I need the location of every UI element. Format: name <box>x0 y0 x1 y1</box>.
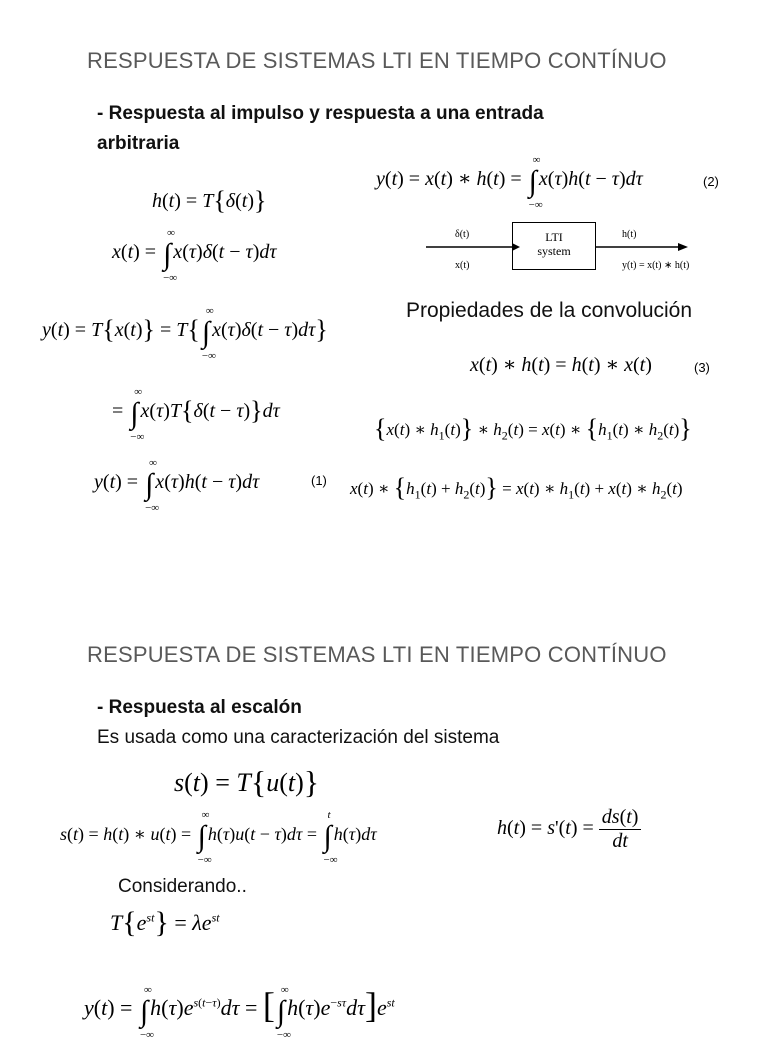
diagram-input-signal: x(t) <box>455 260 470 271</box>
diagram-input-impulse: δ(t) <box>455 229 470 240</box>
lti-system-box <box>512 222 596 270</box>
equation-convolution-definition: y(t) = x(t) ∗ h(t) = ∫ ∞ −∞ x(τ)h(t − τ)dτ <box>376 154 643 211</box>
equation-distributive: x(t) ∗ $\{h_1(t) + h_2(t)\} = x(t)$ ∗ $h_1(t) + x(t)$ ∗ $h_2(t)$ <box>350 473 683 502</box>
equation-sifting: x(t) = ∫ ∞ −∞ x(τ)δ(t − τ)dτ <box>112 227 277 284</box>
lti-box-label: LTI <box>545 230 563 244</box>
slide1-heading-line2: arbitraria <box>97 133 180 154</box>
equation-step-response: s(t) = T{u(t)} <box>174 764 320 800</box>
equation-step-integral: s(t) = h(t) ∗ u(t) = ∫ ∞ −∞ h(τ)u(t − τ)dτ = ∫ t −∞ h(τ)dτ <box>60 809 377 866</box>
slide1-heading-line1: - Respuesta al impulso y respuesta a una entrada <box>97 103 544 124</box>
equation-convolution-integral: y(t) = ∫ ∞ −∞ x(τ)h(t − τ)dτ <box>94 457 260 514</box>
equation-impulse-response: h(t) = T{δ(t)} <box>152 186 267 215</box>
equation-commutative: x(t) ∗ h(t) = h(t) ∗ x(t) <box>470 354 652 376</box>
properties-heading: Propiedades de la convolución <box>406 299 693 322</box>
equation-output-definition: y(t) = T{x(t)} = T{∫ ∞ −∞ x(τ)δ(t − τ)dτ} <box>42 305 328 362</box>
equation-number-2: (2) <box>703 174 719 189</box>
slide1-heading <box>97 103 669 125</box>
output-arrow-head <box>678 243 688 251</box>
equation-eigenvalue-derivation: y(t) = ∫ ∞ −∞ $h(\tau)e^{s(t-\tau)}d\tau$ = [∫ ∞ −∞ $h(\tau)e^{-s\tau}d\tau]e^{st}$ <box>84 984 395 1041</box>
equation-derivative-relation: h(t) = s'(t) = $\frac{ds(t)}{dt}$ <box>497 806 641 853</box>
slide2-subheading: Es usada como una caracterización del sistema <box>97 727 500 748</box>
slide2-title: RESPUESTA DE SISTEMAS LTI EN TIEMPO CONTÍNUO <box>87 642 667 667</box>
equation-associative: {x(t) ∗ $h_1(t)$} ∗ $h_2(t) = x(t)$ ∗ {$h_1(t)$ ∗ $h_2(t)$} <box>374 414 692 443</box>
equation-number-1: (1) <box>311 473 327 488</box>
equation-number-3: (3) <box>694 360 710 375</box>
diagram-output-impulse-response: h(t) <box>622 229 637 240</box>
lti-box-sublabel: system <box>537 244 571 258</box>
equation-eigenfunction: $T\{e^{st}\} = \lambda e^{st}$ <box>110 906 220 939</box>
diagram-output-signal: y(t) = x(t) ∗ h(t) <box>622 260 690 271</box>
equation-linearity-step: = ∫ ∞ −∞ x(τ)T{δ(t − τ)}dτ <box>112 386 280 443</box>
considering-text: Considerando.. <box>118 876 247 897</box>
slide2-heading: - Respuesta al escalón <box>97 697 302 718</box>
slide1-title: RESPUESTA DE SISTEMAS LTI EN TIEMPO CONTÍNUO <box>87 48 667 73</box>
